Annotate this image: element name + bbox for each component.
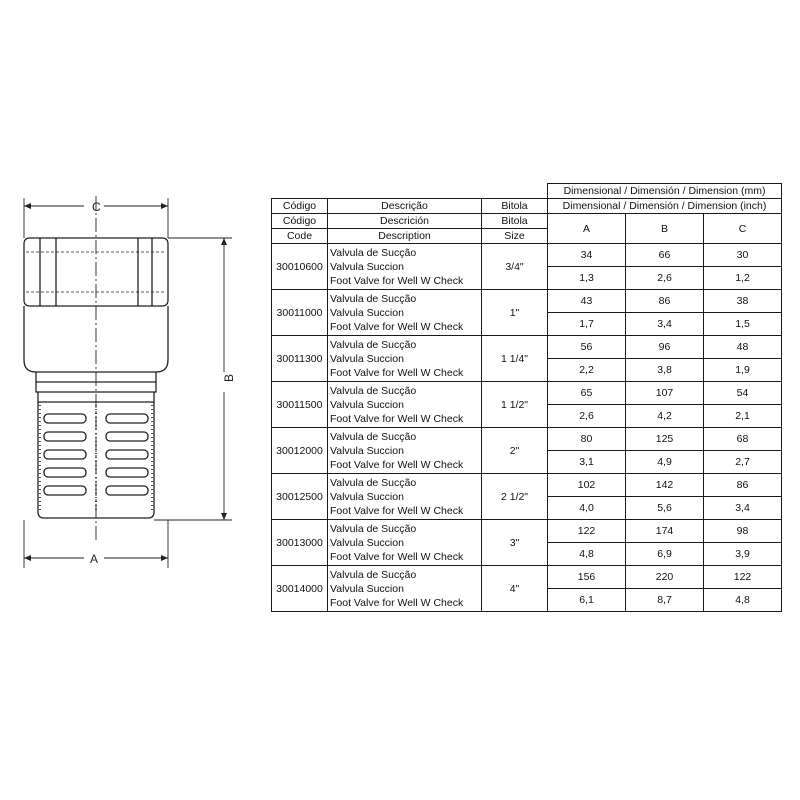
dimension-mm-c: 98 bbox=[704, 520, 782, 543]
dimension-inch-a: 1,7 bbox=[548, 313, 626, 336]
dimension-inch-c: 3,9 bbox=[704, 543, 782, 566]
dimension-inch-b: 2,6 bbox=[626, 267, 704, 290]
dimension-mm-a: 34 bbox=[548, 244, 626, 267]
dimension-inch-a: 4,8 bbox=[548, 543, 626, 566]
dimension-mm-b: 66 bbox=[626, 244, 704, 267]
dimension-inch-a: 2,2 bbox=[548, 359, 626, 382]
dimension-inch-a: 3,1 bbox=[548, 451, 626, 474]
description-line: Valvula de Sucção bbox=[330, 292, 417, 305]
specification-table bbox=[271, 183, 782, 612]
description-line: Foot Valve for Well W Check bbox=[330, 458, 464, 471]
dimension-mm-a: 122 bbox=[548, 520, 626, 543]
description-line: Foot Valve for Well W Check bbox=[330, 274, 464, 287]
table-row bbox=[272, 520, 782, 543]
product-description bbox=[328, 566, 482, 612]
product-code: 30011000 bbox=[272, 290, 328, 336]
table-row bbox=[272, 474, 782, 497]
dimension-inch-b: 5,6 bbox=[626, 497, 704, 520]
dimension-mm-c: 68 bbox=[704, 428, 782, 451]
dimension-inch-c: 1,9 bbox=[704, 359, 782, 382]
header-row-mm bbox=[272, 184, 782, 199]
dimension-inch-a: 1,3 bbox=[548, 267, 626, 290]
dimension-mm-c: 48 bbox=[704, 336, 782, 359]
description-line: Foot Valve for Well W Check bbox=[330, 596, 464, 609]
dimension-inch-a: 4,0 bbox=[548, 497, 626, 520]
product-code: 30012500 bbox=[272, 474, 328, 520]
description-line: Valvula de Sucção bbox=[330, 522, 417, 535]
dimension-inch-c: 2,7 bbox=[704, 451, 782, 474]
dimension-inch-a: 6,1 bbox=[548, 589, 626, 612]
product-code: 30012000 bbox=[272, 428, 328, 474]
table-row bbox=[272, 428, 782, 451]
dimension-mm-a: 43 bbox=[548, 290, 626, 313]
dimension-inch-b: 4,9 bbox=[626, 451, 704, 474]
header-descricao-pt: Descrição bbox=[328, 199, 482, 214]
header-col-b: B bbox=[626, 214, 704, 244]
product-size: 3/4" bbox=[482, 244, 548, 290]
product-description bbox=[328, 290, 482, 336]
description-line: Valvula de Sucção bbox=[330, 338, 417, 351]
dimension-inch-b: 6,9 bbox=[626, 543, 704, 566]
product-size: 2 1/2" bbox=[482, 474, 548, 520]
description-line: Valvula Succion bbox=[330, 306, 404, 319]
dimension-mm-b: 142 bbox=[626, 474, 704, 497]
product-description bbox=[328, 474, 482, 520]
header-descricion-es: Descrición bbox=[328, 214, 482, 229]
dimension-mm-c: 38 bbox=[704, 290, 782, 313]
product-description bbox=[328, 382, 482, 428]
description-line: Valvula de Sucção bbox=[330, 568, 417, 581]
table-row bbox=[272, 244, 782, 267]
description-line: Valvula Succion bbox=[330, 582, 404, 595]
product-description bbox=[328, 520, 482, 566]
dimension-mm-a: 102 bbox=[548, 474, 626, 497]
description-line: Valvula Succion bbox=[330, 444, 404, 457]
product-size: 1 1/2" bbox=[482, 382, 548, 428]
product-description bbox=[328, 336, 482, 382]
table-row bbox=[272, 566, 782, 589]
table-row bbox=[272, 290, 782, 313]
dimension-mm-a: 156 bbox=[548, 566, 626, 589]
header-dimension-inch: Dimensional / Dimensión / Dimension (inch) bbox=[548, 199, 782, 214]
dimension-inch-a: 2,6 bbox=[548, 405, 626, 428]
dimension-a-label: A bbox=[90, 552, 99, 566]
dimension-mm-b: 220 bbox=[626, 566, 704, 589]
description-line: Foot Valve for Well W Check bbox=[330, 366, 464, 379]
description-line: Valvula Succion bbox=[330, 490, 404, 503]
dimension-inch-c: 2,1 bbox=[704, 405, 782, 428]
header-bitola-pt: Bitola bbox=[482, 199, 548, 214]
dimension-mm-b: 86 bbox=[626, 290, 704, 313]
description-line: Valvula de Sucção bbox=[330, 476, 417, 489]
description-line: Valvula Succion bbox=[330, 536, 404, 549]
dimension-inch-c: 1,5 bbox=[704, 313, 782, 336]
header-size-en: Size bbox=[482, 229, 548, 244]
dimension-mm-b: 96 bbox=[626, 336, 704, 359]
dimension-mm-b: 174 bbox=[626, 520, 704, 543]
description-line: Valvula Succion bbox=[330, 352, 404, 365]
foot-valve-drawing bbox=[0, 0, 270, 800]
table-row bbox=[272, 382, 782, 405]
dimension-b-label: B bbox=[222, 373, 236, 382]
table-row bbox=[272, 336, 782, 359]
product-size: 1" bbox=[482, 290, 548, 336]
description-line: Valvula de Sucção bbox=[330, 384, 417, 397]
description-line: Valvula de Sucção bbox=[330, 430, 417, 443]
product-size: 1 1/4" bbox=[482, 336, 548, 382]
dimension-mm-c: 122 bbox=[704, 566, 782, 589]
description-line: Valvula Succion bbox=[330, 398, 404, 411]
dimension-inch-c: 3,4 bbox=[704, 497, 782, 520]
dimension-inch-b: 3,4 bbox=[626, 313, 704, 336]
product-code: 30011500 bbox=[272, 382, 328, 428]
header-row-pt bbox=[272, 199, 782, 214]
header-row-es bbox=[272, 214, 782, 229]
dimension-mm-a: 56 bbox=[548, 336, 626, 359]
header-bitola-es: Bitola bbox=[482, 214, 548, 229]
description-line: Valvula Succion bbox=[330, 260, 404, 273]
header-codigo-pt: Código bbox=[272, 199, 328, 214]
product-code: 30014000 bbox=[272, 566, 328, 612]
dimension-mm-c: 54 bbox=[704, 382, 782, 405]
product-description bbox=[328, 244, 482, 290]
dimension-mm-a: 80 bbox=[548, 428, 626, 451]
dimension-mm-c: 86 bbox=[704, 474, 782, 497]
header-dimension-mm: Dimensional / Dimensión / Dimension (mm) bbox=[548, 184, 782, 199]
product-size: 2" bbox=[482, 428, 548, 474]
dimension-mm-c: 30 bbox=[704, 244, 782, 267]
header-col-a: A bbox=[548, 214, 626, 244]
product-code: 30011300 bbox=[272, 336, 328, 382]
product-size: 4" bbox=[482, 566, 548, 612]
description-line: Foot Valve for Well W Check bbox=[330, 550, 464, 563]
dimension-inch-b: 8,7 bbox=[626, 589, 704, 612]
description-line: Foot Valve for Well W Check bbox=[330, 320, 464, 333]
product-description bbox=[328, 428, 482, 474]
description-line: Valvula de Sucção bbox=[330, 246, 417, 259]
header-codigo-es: Código bbox=[272, 214, 328, 229]
description-line: Foot Valve for Well W Check bbox=[330, 504, 464, 517]
product-size: 3" bbox=[482, 520, 548, 566]
dimension-inch-b: 3,8 bbox=[626, 359, 704, 382]
dimension-inch-c: 4,8 bbox=[704, 589, 782, 612]
header-col-c: C bbox=[704, 214, 782, 244]
dimension-mm-a: 65 bbox=[548, 382, 626, 405]
dimension-mm-b: 107 bbox=[626, 382, 704, 405]
product-code: 30010600 bbox=[272, 244, 328, 290]
dimension-inch-c: 1,2 bbox=[704, 267, 782, 290]
description-line: Foot Valve for Well W Check bbox=[330, 412, 464, 425]
product-code: 30013000 bbox=[272, 520, 328, 566]
header-code-en: Code bbox=[272, 229, 328, 244]
dimension-mm-b: 125 bbox=[626, 428, 704, 451]
dimension-c-label: C bbox=[92, 200, 101, 214]
dimension-inch-b: 4,2 bbox=[626, 405, 704, 428]
header-description-en: Description bbox=[328, 229, 482, 244]
